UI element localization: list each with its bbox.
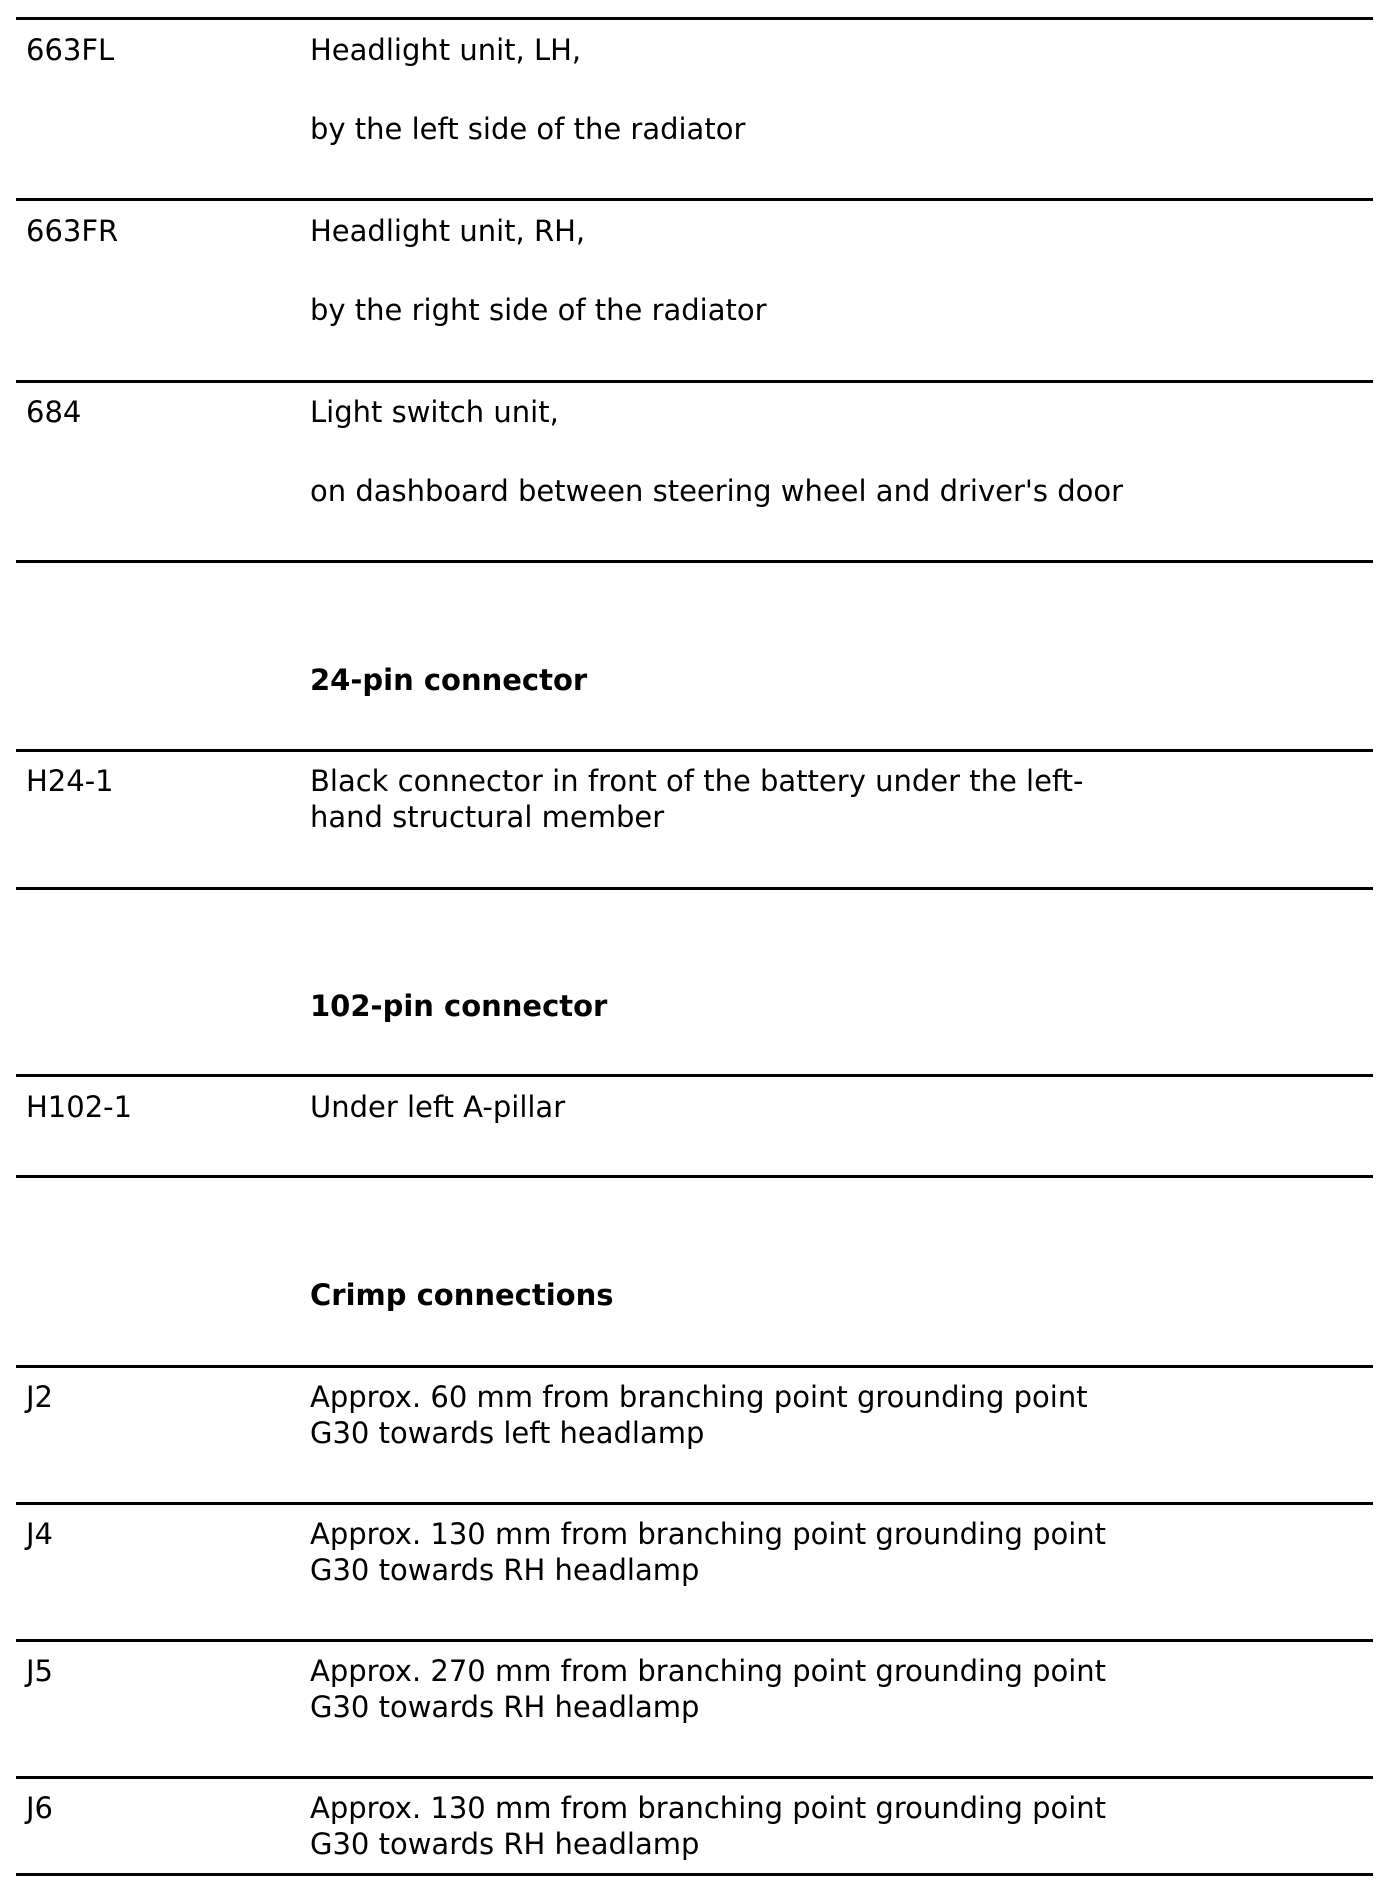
- table-rule: [16, 1873, 1373, 1876]
- table-rule: [16, 380, 1373, 383]
- crimp-location-cont: G30 towards left headlamp: [310, 1416, 705, 1450]
- crimp-code: J2: [26, 1380, 54, 1414]
- table-rule: [16, 749, 1373, 752]
- connector-code: H102-1: [26, 1090, 133, 1124]
- section-heading: 102-pin connector: [310, 989, 608, 1023]
- component-code: 663FL: [26, 33, 115, 67]
- component-code: 663FR: [26, 214, 119, 248]
- table-rule: [16, 887, 1373, 890]
- crimp-code: J5: [26, 1654, 54, 1688]
- connector-location-cont: hand structural member: [310, 800, 665, 834]
- table-rule: [16, 1776, 1373, 1779]
- section-heading: Crimp connections: [310, 1278, 614, 1312]
- crimp-location: Approx. 130 mm from branching point grounding point: [310, 1517, 1107, 1551]
- table-rule: [16, 1175, 1373, 1178]
- crimp-code: J6: [26, 1791, 54, 1825]
- crimp-location-cont: G30 towards RH headlamp: [310, 1553, 700, 1587]
- component-description: Light switch unit,: [310, 395, 559, 429]
- connector-location: Black connector in front of the battery under the left-: [310, 764, 1084, 798]
- table-rule: [16, 17, 1373, 20]
- crimp-location: Approx. 130 mm from branching point grounding point: [310, 1791, 1107, 1825]
- component-location: on dashboard between steering wheel and driver's door: [310, 474, 1124, 508]
- table-rule: [16, 1365, 1373, 1368]
- crimp-location: Approx. 60 mm from branching point grounding point: [310, 1380, 1088, 1414]
- component-location: by the right side of the radiator: [310, 293, 767, 327]
- crimp-location: Approx. 270 mm from branching point grounding point: [310, 1654, 1107, 1688]
- component-code: 684: [26, 395, 82, 429]
- crimp-code: J4: [26, 1517, 54, 1551]
- component-location: by the left side of the radiator: [310, 112, 746, 146]
- section-heading: 24-pin connector: [310, 663, 588, 697]
- connector-location: Under left A-pillar: [310, 1090, 566, 1124]
- table-rule: [16, 1502, 1373, 1505]
- table-rule: [16, 1074, 1373, 1077]
- component-description: Headlight unit, LH,: [310, 33, 582, 67]
- crimp-location-cont: G30 towards RH headlamp: [310, 1690, 700, 1724]
- table-rule: [16, 198, 1373, 201]
- table-rule: [16, 1639, 1373, 1642]
- crimp-location-cont: G30 towards RH headlamp: [310, 1827, 700, 1861]
- connector-code: H24-1: [26, 764, 114, 798]
- table-rule: [16, 560, 1373, 563]
- component-description: Headlight unit, RH,: [310, 214, 586, 248]
